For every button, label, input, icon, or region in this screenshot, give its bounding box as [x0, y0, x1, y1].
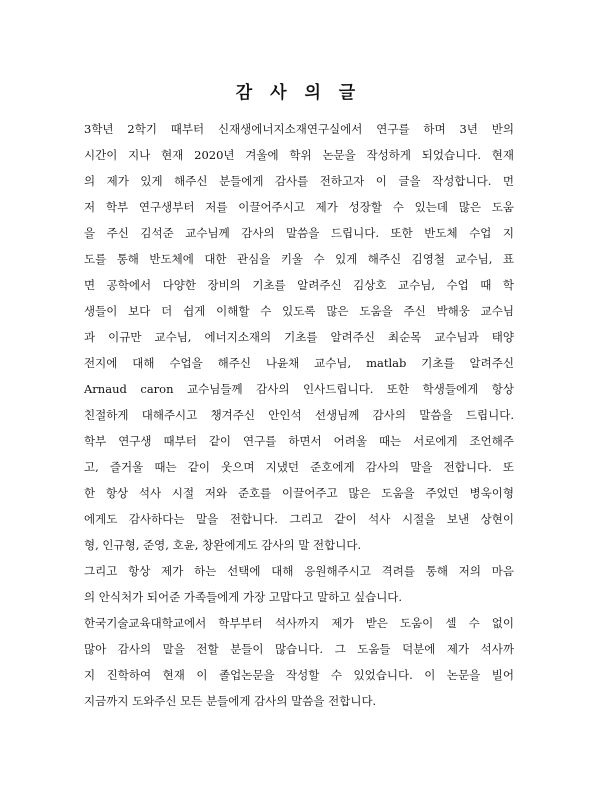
- text-line: 생들이 보다 더 쉽게 이해할 수 있도록 많은 도움을 주신 박해웅 교수님: [84, 304, 514, 318]
- text-line: 지 진학하여 현재 이 졸업논문을 작성할 수 있었습니다. 이 논문을 빌어: [84, 668, 514, 682]
- page-title: 감 사 의 글: [235, 83, 362, 103]
- text-line: 형, 인규형, 준영, 호윤, 창완에게도 감사의 말 전합니다.: [84, 538, 362, 552]
- text-line: 한 항상 석사 시절 저와 준호를 이끌어주고 많은 도움을 주었던 병욱이형: [84, 486, 514, 500]
- text-line: 학부 연구생 때부터 같이 연구를 하면서 어려울 때는 서로에게 조언해주: [84, 434, 514, 448]
- text-line: 전지에 대해 수업을 해주신 나윤채 교수님, matlab 기초를 알려주신: [84, 356, 514, 370]
- text-line: 의 제가 있게 해주신 분들에게 감사를 전하고자 이 글을 작성합니다. 먼: [84, 174, 514, 188]
- text-line: 면 공학에서 다양한 장비의 기초를 알려주신 김상호 교수님, 수업 때 학: [84, 278, 514, 292]
- text-line: 에게도 감사하다는 말을 전합니다. 그리고 같이 석사 시절을 보낸 상현이: [84, 512, 514, 526]
- text-line: 한국기술교육대학교에서 학부부터 석사까지 제가 받은 도움이 셀 수 없이: [84, 616, 514, 630]
- text-line: 3학년 2학기 때부터 신재생에너지소재연구실에서 연구를 하며 3년 반의: [84, 122, 514, 136]
- text-line: 저 학부 연구생부터 저를 이끌어주시고 제가 성장할 수 있는데 많은 도움: [84, 200, 514, 214]
- text-line: 과 이규만 교수님, 에너지소재의 기초를 알려주신 최순목 교수님과 태양: [84, 330, 514, 344]
- text-line: 고, 즐거울 때는 같이 웃으며 지냈던 준호에게 감사의 말을 전합니다. 또: [84, 460, 514, 474]
- text-line: 친절하게 대해주시고 챙겨주신 안인석 선생님께 감사의 말씀을 드립니다.: [84, 408, 514, 422]
- text-line: 의 안식처가 되어준 가족들에게 가장 고맙다고 말하고 싶습니다.: [84, 590, 403, 604]
- text-line: 시간이 지나 현재 2020년 겨울에 학위 논문을 작성하게 되었습니다. 현재: [84, 148, 514, 162]
- text-line: 도를 통해 반도체에 대한 관심을 키울 수 있게 해주신 김영철 교수님, 표: [84, 252, 514, 266]
- acknowledgement-body: [84, 116, 514, 714]
- text-line: 많아 감사의 말을 전할 분들이 많습니다. 그 도움들 덕분에 제가 석사까: [84, 642, 514, 656]
- text-line: Arnaud caron 교수님들께 감사의 인사드립니다. 또한 학생들에게 항상: [84, 382, 514, 396]
- text-line: 지금까지 도와주신 모든 분들에게 감사의 말씀을 전합니다.: [84, 694, 377, 708]
- text-line: 을 주신 김석준 교수님께 감사의 말씀을 드립니다. 또한 반도체 수업 지: [84, 226, 514, 240]
- text-line: 그리고 항상 제가 하는 선택에 대해 응원해주시고 격려를 통해 저의 마음: [84, 564, 514, 578]
